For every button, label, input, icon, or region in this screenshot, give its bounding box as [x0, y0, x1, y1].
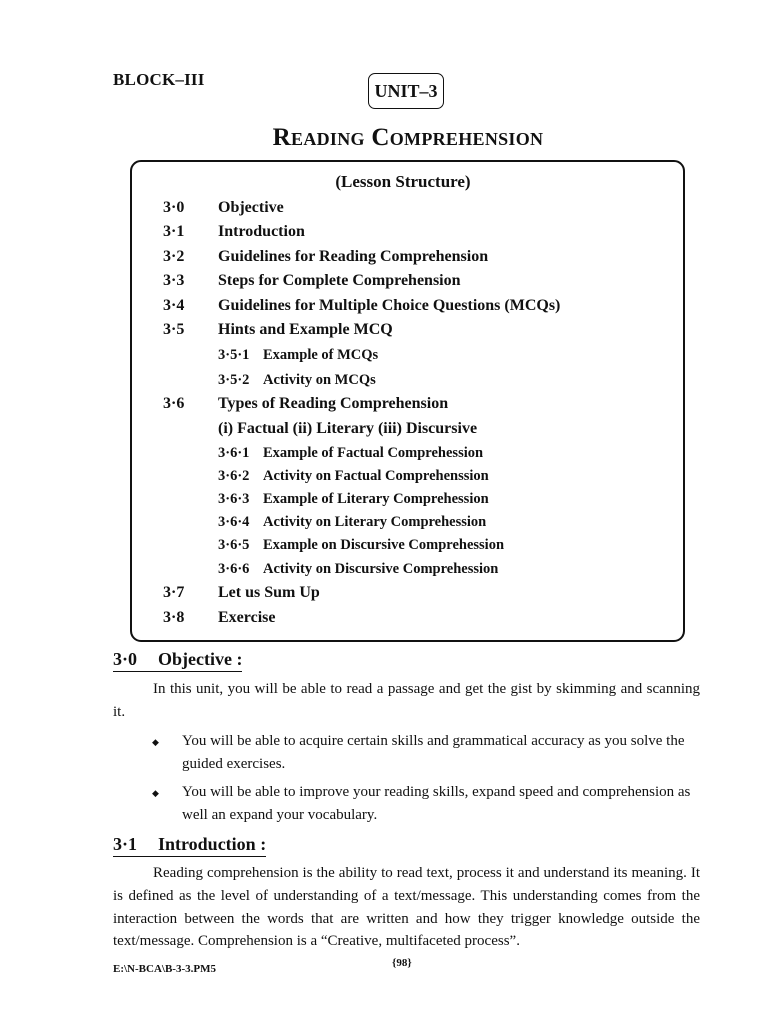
toc-item: Introduction [218, 223, 305, 240]
lesson-structure-heading: (Lesson Structure) [335, 172, 471, 191]
toc-subitem-number: 3·6·4 [218, 514, 250, 530]
toc-number: 3·1 [163, 223, 185, 240]
toc-subitem-label: Example on Discursive Comprehession [263, 537, 505, 553]
toc-item: Let us Sum Up [218, 584, 320, 601]
section-heading-objective [113, 649, 242, 672]
toc-item: Exercise [218, 609, 276, 626]
section-number: 3·1 [113, 834, 138, 854]
bullet-item [152, 730, 700, 776]
toc-item: Guidelines for Reading Comprehension [218, 248, 489, 265]
toc-number: 3·0 [163, 199, 185, 216]
toc-item: Hints and Example MCQ [218, 321, 393, 338]
toc-subitem-number: 3·6·2 [218, 468, 250, 484]
toc-subitem-number: 3·5·2 [218, 372, 250, 388]
toc-subitem-label: Activity on Factual Comprehenssion [263, 468, 489, 484]
toc-subitem [218, 372, 376, 389]
bullet-item [152, 781, 700, 827]
toc-item: Types of Reading Comprehension [218, 395, 449, 412]
toc-subitem-label: Example of MCQs [263, 347, 379, 363]
toc-subitem-label: Example of Literary Comprehession [263, 491, 489, 507]
toc-subitem-number: 3·5·1 [218, 347, 250, 363]
toc-subitem-number: 3·6·5 [218, 537, 250, 553]
toc-subitem [218, 561, 498, 578]
toc-item: Guidelines for Multiple Choice Questions (MCQs) [218, 297, 561, 314]
toc-subitem-number: 3·6·1 [218, 445, 250, 461]
toc-number: 3·6 [163, 395, 185, 412]
toc-subitem-label: Activity on MCQs [263, 372, 376, 388]
toc-item: Objective [218, 199, 284, 216]
toc-number: 3·8 [163, 609, 185, 626]
toc-number: 3·5 [163, 321, 185, 338]
bullet-text: You will be able to improve your reading skills, expand speed and comprehension as well an expand your vocabulary. [182, 784, 691, 823]
bullet-diamond-icon: ◆ [152, 788, 159, 798]
objective-paragraph: In this unit, you will be able to read a passage and get the gist by skimming and scanning it. [113, 681, 700, 720]
unit-title: Reading Comprehension [272, 124, 544, 151]
file-path-footer: E:\N-BCA\B-3-3.PM5 [113, 963, 216, 975]
toc-subitem-number: 3·6·6 [218, 561, 250, 577]
page-number: {98} [392, 957, 412, 969]
toc-subitem [218, 537, 504, 554]
bullet-diamond-icon: ◆ [152, 737, 159, 747]
toc-number: 3·3 [163, 272, 185, 289]
toc-subitem [218, 491, 489, 508]
unit-label: UNIT–3 [368, 73, 444, 109]
toc-subitem [218, 445, 483, 462]
toc-number: 3·4 [163, 297, 185, 314]
toc-subitem-label: Example of Factual Comprehession [263, 445, 484, 461]
toc-subitem-number: 3·6·3 [218, 491, 250, 507]
toc-subitem-label: Activity on Discursive Comprehession [263, 561, 499, 577]
toc-number: 3·7 [163, 584, 185, 601]
section-number: 3·0 [113, 649, 138, 669]
toc-item: Steps for Complete Comprehension [218, 272, 461, 289]
section-title: Objective : [158, 649, 243, 669]
toc-subitem [218, 514, 486, 531]
bullet-text: You will be able to acquire certain skills and grammatical accuracy as you solve the guided exercises. [182, 733, 685, 772]
introduction-paragraph: Reading comprehension is the ability to read text, process it and understand its meaning. It is defined as the level of understanding of a text/message. This understanding comes from the interaction between the words that are written and how they trigger knowledge outside the text/message. Comprehension is a “Creative, multifaceted process”. [113, 865, 700, 950]
toc-item-types: (i) Factual (ii) Literary (iii) Discursive [218, 420, 478, 437]
toc-subitem-label: Activity on Literary Comprehession [263, 514, 487, 530]
toc-subitem [218, 347, 378, 364]
toc-subitem [218, 468, 489, 485]
block-label: BLOCK–III [113, 70, 205, 89]
section-heading-introduction [113, 834, 266, 857]
toc-number: 3·2 [163, 248, 185, 265]
section-title: Introduction : [158, 834, 267, 854]
